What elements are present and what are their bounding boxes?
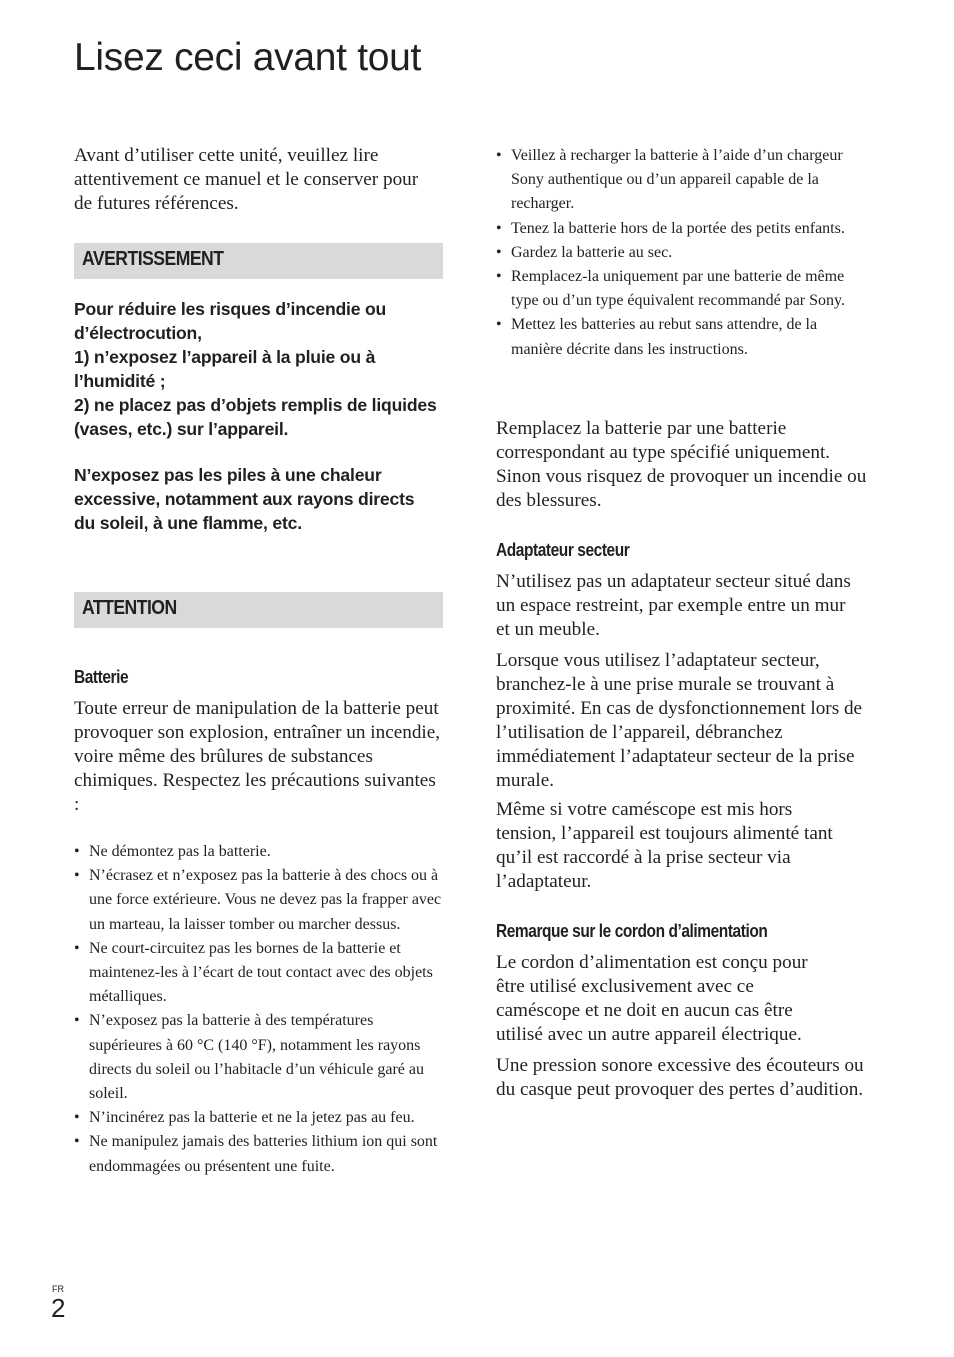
list-item: • N’écrasez et n’exposez pas la batterie à des chocs ou à une force extérieure. Vous ne devez pas la frapper avec un marteau, la laisser tomber ou marcher dessus. (74, 864, 442, 937)
intro-text: Avant d’utiliser cette unité, veuillez lire attentivement ce manuel et le conserver pour de futures références. (74, 145, 419, 214)
warning-paragraph-1: Pour réduire les risques d’incendie ou d’électrocution, 1) n’exposez l’appareil à la pluie ou à l’humidité ; 2) ne placez pas d’objets remplis de liquides (vases, etc.) sur l’appareil. (74, 299, 437, 439)
battery-precautions-list-continued (496, 144, 864, 362)
adapter-paragraph-2: Lorsque vous utilisez l’adaptateur secteur, branchez-le à une prise murale se trouvant à proximité. En cas de dysfonctionnement lors de l’utilisation de l’appareil, débranchez immédiatement l’adaptateur secteur de la prise murale. (496, 650, 863, 791)
battery-precautions-list (74, 840, 442, 1179)
list-item: • Veillez à recharger la batterie à l’aide d’un chargeur Sony authentique ou d’un appareil capable de la recharger. (496, 144, 864, 217)
page-number: 2 (51, 1293, 66, 1323)
list-item: • Ne court-circuitez pas les bornes de la batterie et maintenez-les à l’écart de tout contact avec des objets métalliques. (74, 937, 442, 1010)
list-item: • Remplacez-la uniquement par une batterie de même type ou d’un type équivalent recommandé par Sony. (496, 265, 864, 313)
caution-heading-bar (74, 592, 443, 628)
warning-paragraph-2: N’exposez pas les piles à une chaleur excessive, notamment aux rayons directs du soleil, à une flamme, etc. (74, 465, 415, 533)
list-item: • Mettez les batteries au rebut sans attendre, de la manière décrite dans les instructions. (496, 313, 864, 361)
power-cord-heading: Remarque sur le cordon d’alimentation (496, 921, 768, 941)
power-cord-paragraph-2: Une pression sonore excessive des écouteurs ou du casque peut provoquer des pertes d’audition. (496, 1055, 864, 1100)
list-item: • Ne démontez pas la batterie. (74, 840, 442, 864)
warning-heading: AVERTISSEMENT (82, 248, 224, 270)
page-title: Lisez ceci avant tout (74, 36, 422, 79)
battery-text: Toute erreur de manipulation de la batterie peut provoquer son explosion, entraîner un incendie, voire même des brûlures de substances chimiques. Respectez les précautions suivantes : (74, 698, 441, 815)
caution-heading: ATTENTION (82, 597, 177, 619)
list-item: • Ne manipulez jamais des batteries lithium ion qui sont endommagées ou présentent une fuite. (74, 1130, 442, 1178)
language-code: FR (52, 1284, 64, 1294)
list-item: • N’incinérez pas la batterie et ne la jetez pas au feu. (74, 1106, 442, 1130)
list-item: • Gardez la batterie au sec. (496, 241, 864, 265)
list-item: • N’exposez pas la batterie à des températures supérieures à 60 °C (140 °F), notamment les rayons directs du soleil ou l’habitacle d’un véhicule garé au soleil. (74, 1009, 442, 1106)
battery-replace-text: Remplacez la batterie par une batterie correspondant au type spécifié uniquement. Sinon vous risquez de provoquer un incendie ou des blessures. (496, 418, 867, 511)
power-cord-paragraph-1: Le cordon d’alimentation est conçu pour être utilisé exclusivement avec ce caméscope et ne doit en aucun cas être utilisé avec un autre appareil électrique. (496, 952, 808, 1045)
adapter-paragraph-1: N’utilisez pas un adaptateur secteur situé dans un espace restreint, par exemple entre un mur et un meuble. (496, 571, 851, 640)
adapter-paragraph-3: Même si votre caméscope est mis hors tension, l’appareil est toujours alimenté tant qu’il est raccordé à la prise secteur via l’adaptateur. (496, 799, 833, 892)
warning-heading-bar (74, 243, 443, 279)
list-item: • Tenez la batterie hors de la portée des petits enfants. (496, 217, 864, 241)
battery-heading: Batterie (74, 667, 129, 687)
adapter-heading: Adaptateur secteur (496, 540, 630, 560)
